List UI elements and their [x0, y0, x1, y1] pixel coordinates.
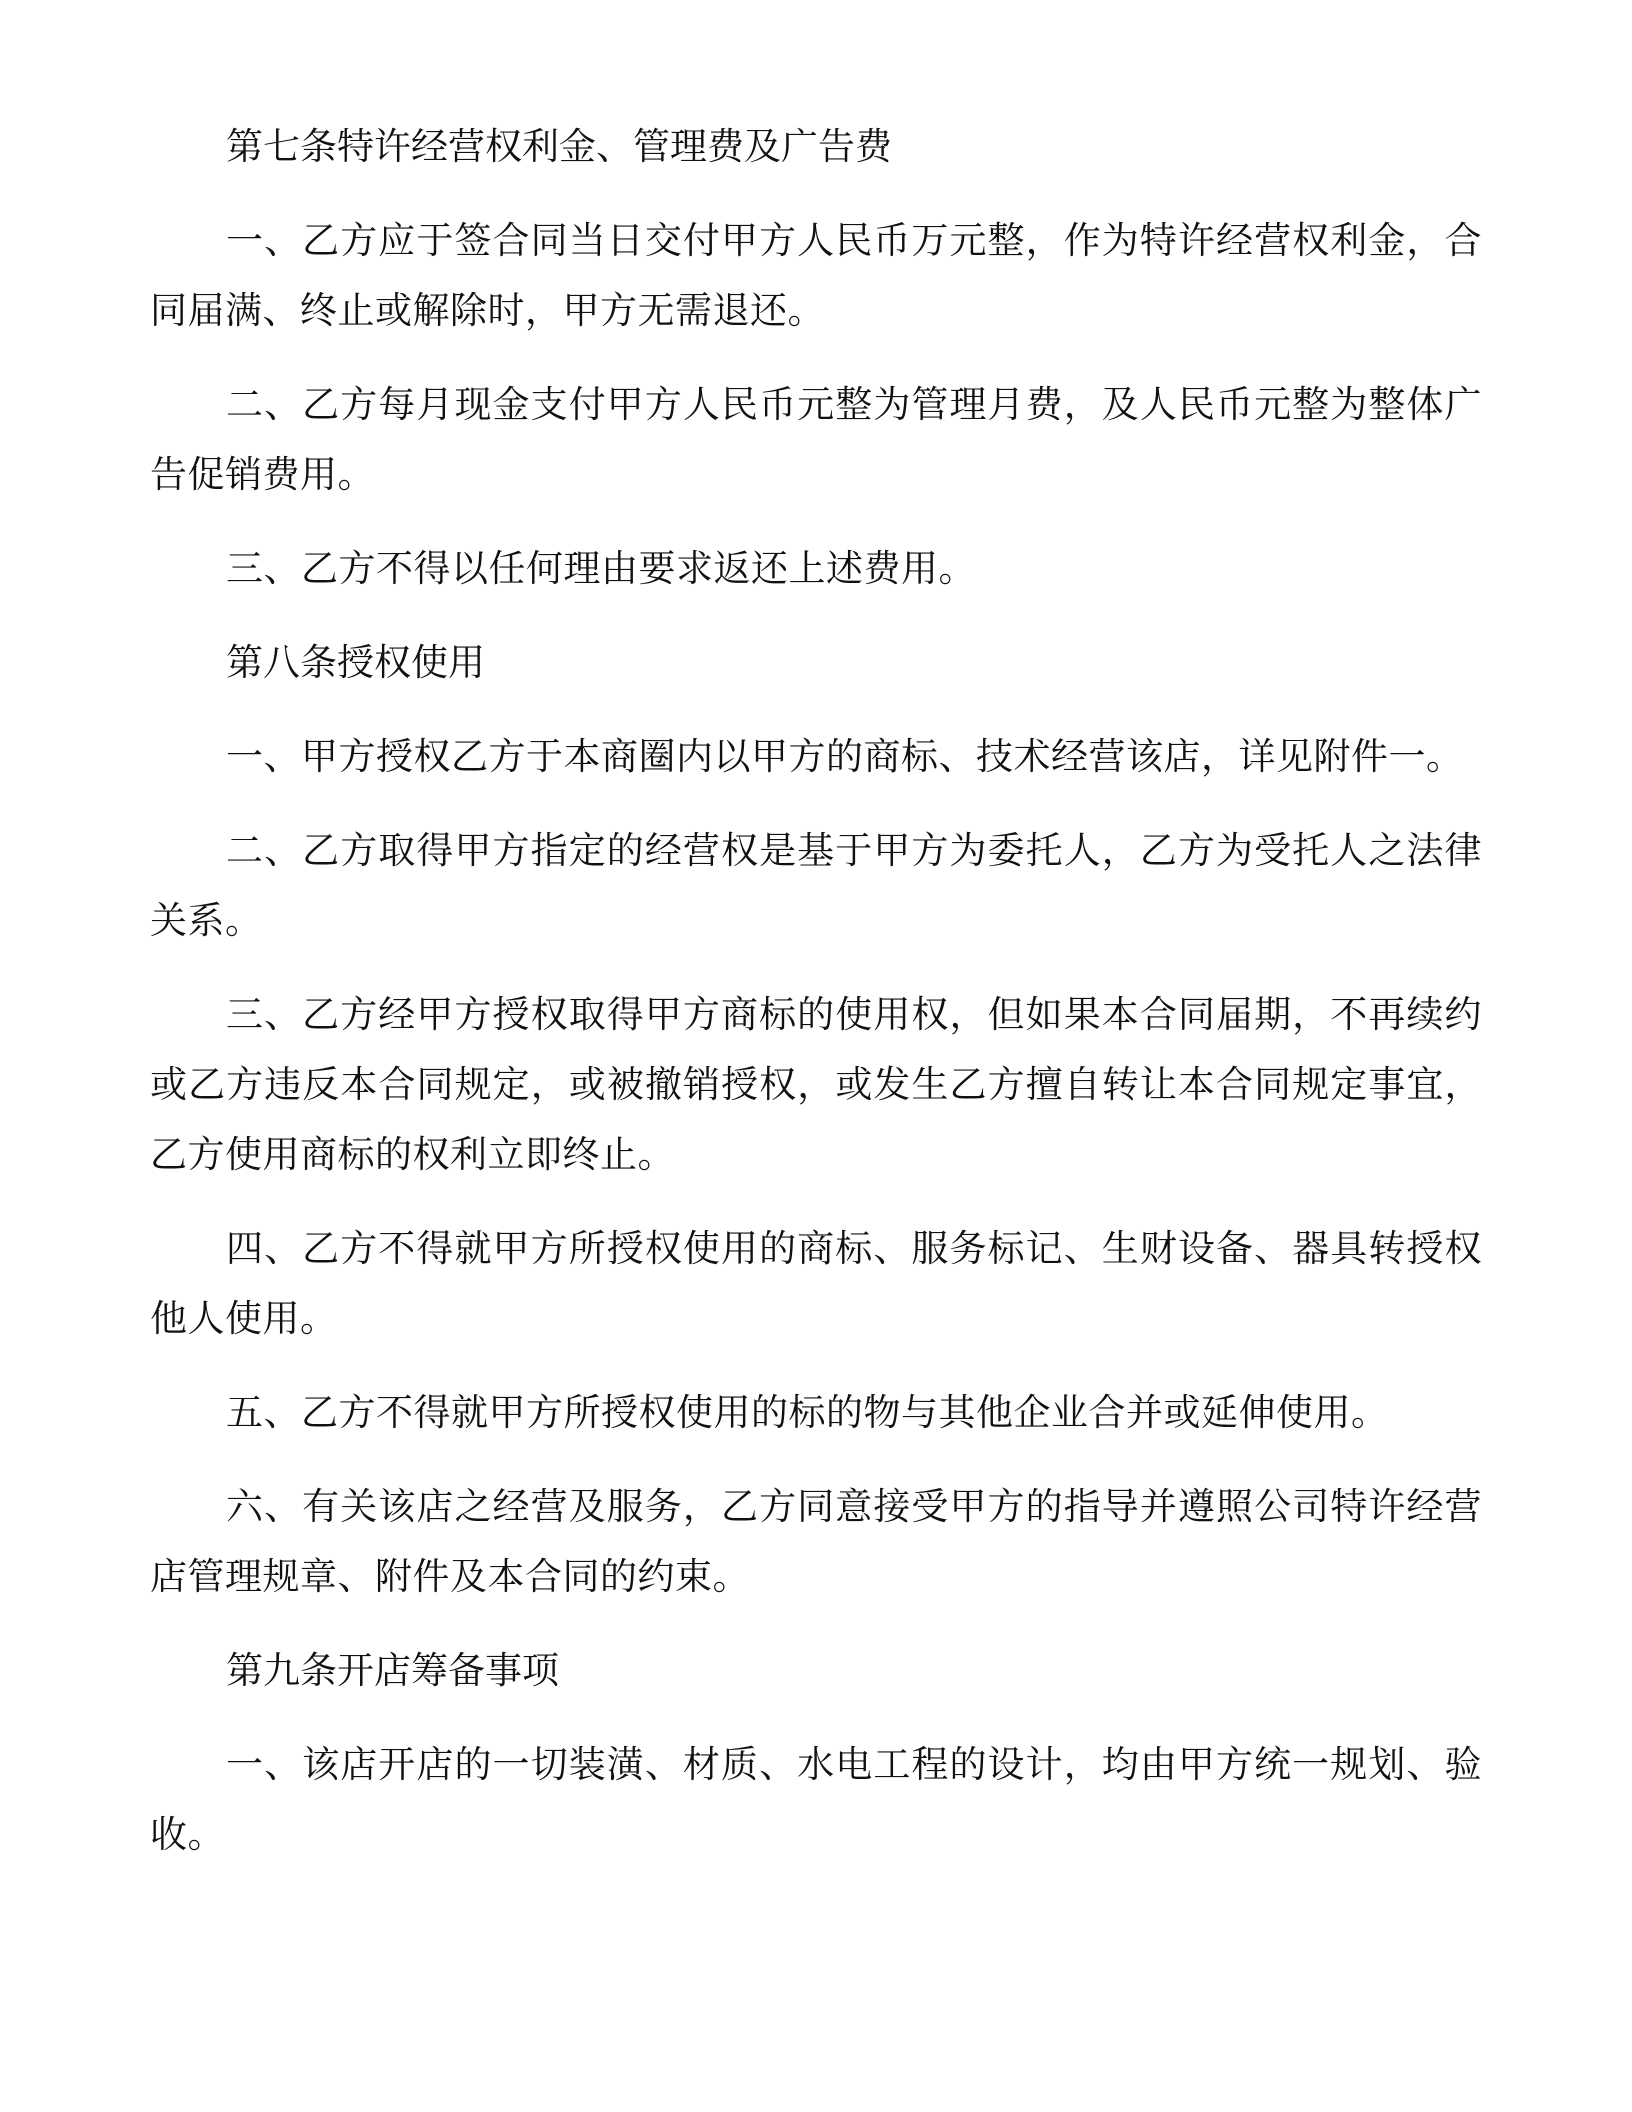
paragraph: 六、有关该店之经营及服务，乙方同意接受甲方的指导并遵照公司特许经营店管理规章、附件及本合同的约束。	[150, 1485, 1482, 1598]
section-heading-article-9: 第九条开店筹备事项	[226, 1649, 559, 1692]
paragraph: 三、乙方经甲方授权取得甲方商标的使用权，但如果本合同届期，不再续约或乙方违反本合同规定，或被撤销授权，或发生乙方擅自转让本合同规定事宜，乙方使用商标的权利立即终止。	[150, 993, 1482, 1176]
paragraph: 一、乙方应于签合同当日交付甲方人民币万元整，作为特许经营权利金，合同届满、终止或解除时，甲方无需退还。	[150, 219, 1482, 332]
paragraph: 三、乙方不得以任何理由要求返还上述费用。	[226, 547, 976, 590]
paragraph: 二、乙方取得甲方指定的经营权是基于甲方为委托人，乙方为受托人之法律关系。	[150, 829, 1482, 942]
paragraph: 一、该店开店的一切装潢、材质、水电工程的设计，均由甲方统一规划、验收。	[150, 1743, 1482, 1856]
paragraph: 四、乙方不得就甲方所授权使用的商标、服务标记、生财设备、器具转授权他人使用。	[150, 1227, 1482, 1340]
section-heading-article-7: 第七条特许经营权利金、管理费及广告费	[226, 125, 892, 168]
paragraph: 五、乙方不得就甲方所授权使用的标的物与其他企业合并或延伸使用。	[226, 1391, 1389, 1434]
document-page	[150, 112, 1482, 1894]
paragraph: 二、乙方每月现金支付甲方人民币元整为管理月费，及人民币元整为整体广告促销费用。	[150, 383, 1482, 496]
section-heading-article-8: 第八条授权使用	[226, 641, 485, 684]
paragraph: 一、甲方授权乙方于本商圈内以甲方的商标、技术经营该店，详见附件一。	[226, 735, 1464, 778]
